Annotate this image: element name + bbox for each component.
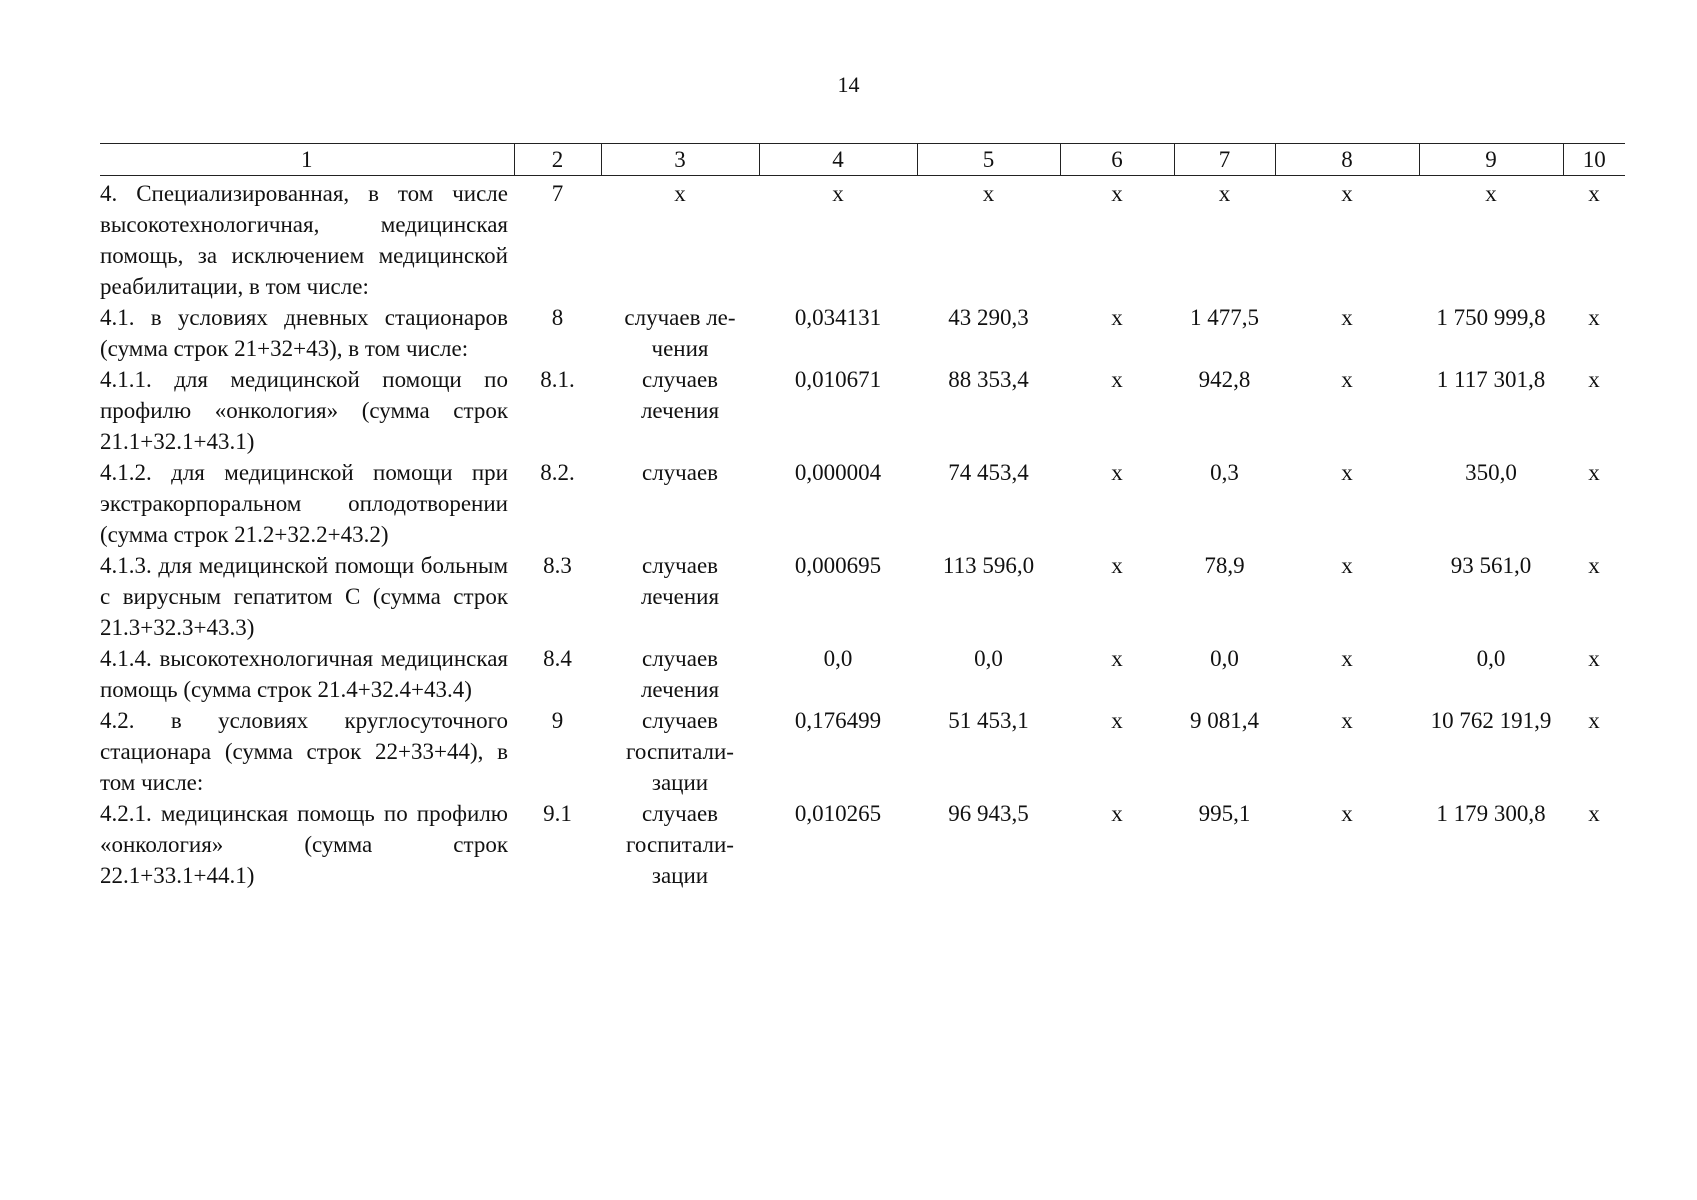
total-cost: 10 762 191,9: [1430, 708, 1552, 733]
column-8-value: x: [1341, 801, 1353, 826]
column-8-value: x: [1341, 305, 1353, 330]
standard-volume: 0,034131: [794, 305, 882, 330]
column-10-value: x: [1588, 460, 1600, 485]
column-6-value: x: [1111, 181, 1123, 206]
standard-cost: x: [982, 181, 995, 206]
column-10-value: x: [1588, 801, 1600, 826]
total-cost: 0,0: [1476, 646, 1506, 671]
standard-cost: 43 290,3: [948, 305, 1029, 330]
column-header: 8: [1275, 144, 1419, 176]
total-cost: 1 179 300,8: [1436, 801, 1546, 826]
column-6-value: x: [1111, 305, 1123, 330]
table-row: [100, 364, 1625, 457]
row-number: 7: [551, 181, 564, 206]
column-6-value: x: [1111, 367, 1123, 392]
column-header: 4: [759, 144, 917, 176]
table-row: [100, 302, 1625, 364]
row-description: 4.2.1. медицинская помощь по профилю «онкология» (сумма строк 22.1+33.1+44.1): [100, 801, 508, 888]
column-8-value: x: [1341, 367, 1353, 392]
per-capita-value: x: [1218, 181, 1231, 206]
page-number: 14: [837, 72, 860, 97]
standard-volume: 0,000695: [794, 553, 882, 578]
per-capita-value: 1 477,5: [1190, 305, 1259, 330]
per-capita-value: 78,9: [1204, 553, 1245, 578]
per-capita-value: 942,8: [1198, 367, 1251, 392]
table-row: [100, 176, 1625, 303]
unit-of-measure: случаев ле-чения: [624, 305, 736, 361]
unit-of-measure: случаев лечения: [640, 553, 720, 609]
column-header: 7: [1174, 144, 1275, 176]
per-capita-value: 0,3: [1210, 460, 1239, 485]
unit-of-measure: случаев лечения: [640, 367, 720, 423]
standard-cost: 74 453,4: [948, 460, 1029, 485]
row-number: 8.4: [543, 646, 572, 671]
column-10-value: x: [1588, 646, 1600, 671]
total-cost: 93 561,0: [1450, 553, 1532, 578]
per-capita-value: 9 081,4: [1190, 708, 1259, 733]
column-header: 10: [1563, 144, 1625, 176]
column-header: 5: [917, 144, 1060, 176]
column-10-value: x: [1588, 305, 1600, 330]
unit-of-measure: случаев лечения: [640, 646, 720, 702]
table-row: [100, 798, 1625, 891]
column-10-value: x: [1588, 181, 1600, 206]
unit-of-measure: случаев госпитали-зации: [626, 801, 734, 888]
column-10-value: x: [1588, 553, 1600, 578]
column-8-value: x: [1341, 181, 1353, 206]
column-header: 6: [1060, 144, 1174, 176]
standard-volume: 0,176499: [794, 708, 882, 733]
row-description: 4.1.2. для медицинской помощи при экстракорпоральном оплодотворении (сумма строк 21.2+32.2+43.2): [100, 460, 508, 547]
standard-volume: 0,0: [823, 646, 853, 671]
per-capita-value: 995,1: [1198, 801, 1251, 826]
column-8-value: x: [1341, 553, 1353, 578]
row-number: 8.1.: [540, 367, 575, 392]
column-6-value: x: [1111, 801, 1123, 826]
row-number: 8.3: [543, 553, 572, 578]
column-10-value: x: [1588, 708, 1600, 733]
table-row: [100, 457, 1625, 550]
standard-cost: 51 453,1: [948, 708, 1029, 733]
table-row: [100, 550, 1625, 643]
per-capita-value: 0,0: [1210, 646, 1239, 671]
column-header: 1: [100, 144, 514, 176]
table-body: [100, 176, 1625, 892]
column-8-value: x: [1341, 460, 1353, 485]
column-8-value: x: [1341, 708, 1353, 733]
data-table: [100, 143, 1625, 891]
unit-of-measure: x: [674, 181, 686, 206]
column-header: 3: [601, 144, 759, 176]
row-number: 8.2.: [540, 460, 575, 485]
column-6-value: x: [1111, 708, 1123, 733]
row-description: 4.1.1. для медицинской помощи по профилю «онкология» (сумма строк 21.1+32.1+43.1): [100, 367, 508, 454]
total-cost: 1 117 301,8: [1436, 367, 1546, 392]
standard-volume: 0,000004: [794, 460, 882, 485]
column-6-value: x: [1111, 553, 1123, 578]
table-row: [100, 705, 1625, 798]
unit-of-measure: случаев госпитали-зации: [626, 708, 734, 795]
data-table-container: [100, 143, 1625, 891]
standard-cost: 96 943,5: [948, 801, 1029, 826]
row-description: 4.1. в условиях дневных стационаров (сумма строк 21+32+43), в том числе:: [100, 305, 508, 361]
column-number-header-row: [100, 144, 1625, 176]
standard-volume: 0,010265: [794, 801, 882, 826]
column-6-value: x: [1111, 646, 1123, 671]
standard-volume: 0,010671: [794, 367, 882, 392]
unit-of-measure: случаев: [641, 460, 719, 485]
row-description: 4. Специализированная, в том числе высокотехнологичная, медицинская помощь, за исключением медицинской реабилитации, в том числе:: [100, 181, 508, 299]
column-header: 9: [1419, 144, 1563, 176]
column-8-value: x: [1341, 646, 1353, 671]
standard-volume: x: [832, 181, 844, 206]
row-description: 4.1.3. для медицинской помощи больным с вирусным гепатитом С (сумма строк 21.3+32.3+43.3): [100, 553, 508, 640]
row-number: 9.1: [543, 801, 572, 826]
table-row: [100, 643, 1625, 705]
total-cost: x: [1485, 181, 1497, 206]
row-description: 4.1.4. высокотехнологичная медицинская помощь (сумма строк 21.4+32.4+43.4): [100, 646, 508, 702]
column-header: 2: [514, 144, 601, 176]
row-number: 9: [551, 708, 564, 733]
column-10-value: x: [1588, 367, 1600, 392]
standard-cost: 0,0: [974, 646, 1003, 671]
total-cost: 350,0: [1465, 460, 1517, 485]
row-description: 4.2. в условиях круглосуточного стационара (сумма строк 22+33+44), в том числе:: [100, 708, 508, 795]
row-number: 8: [551, 305, 564, 330]
standard-cost: 88 353,4: [948, 367, 1029, 392]
column-6-value: x: [1111, 460, 1123, 485]
total-cost: 1 750 999,8: [1436, 305, 1546, 330]
standard-cost: 113 596,0: [942, 553, 1035, 578]
